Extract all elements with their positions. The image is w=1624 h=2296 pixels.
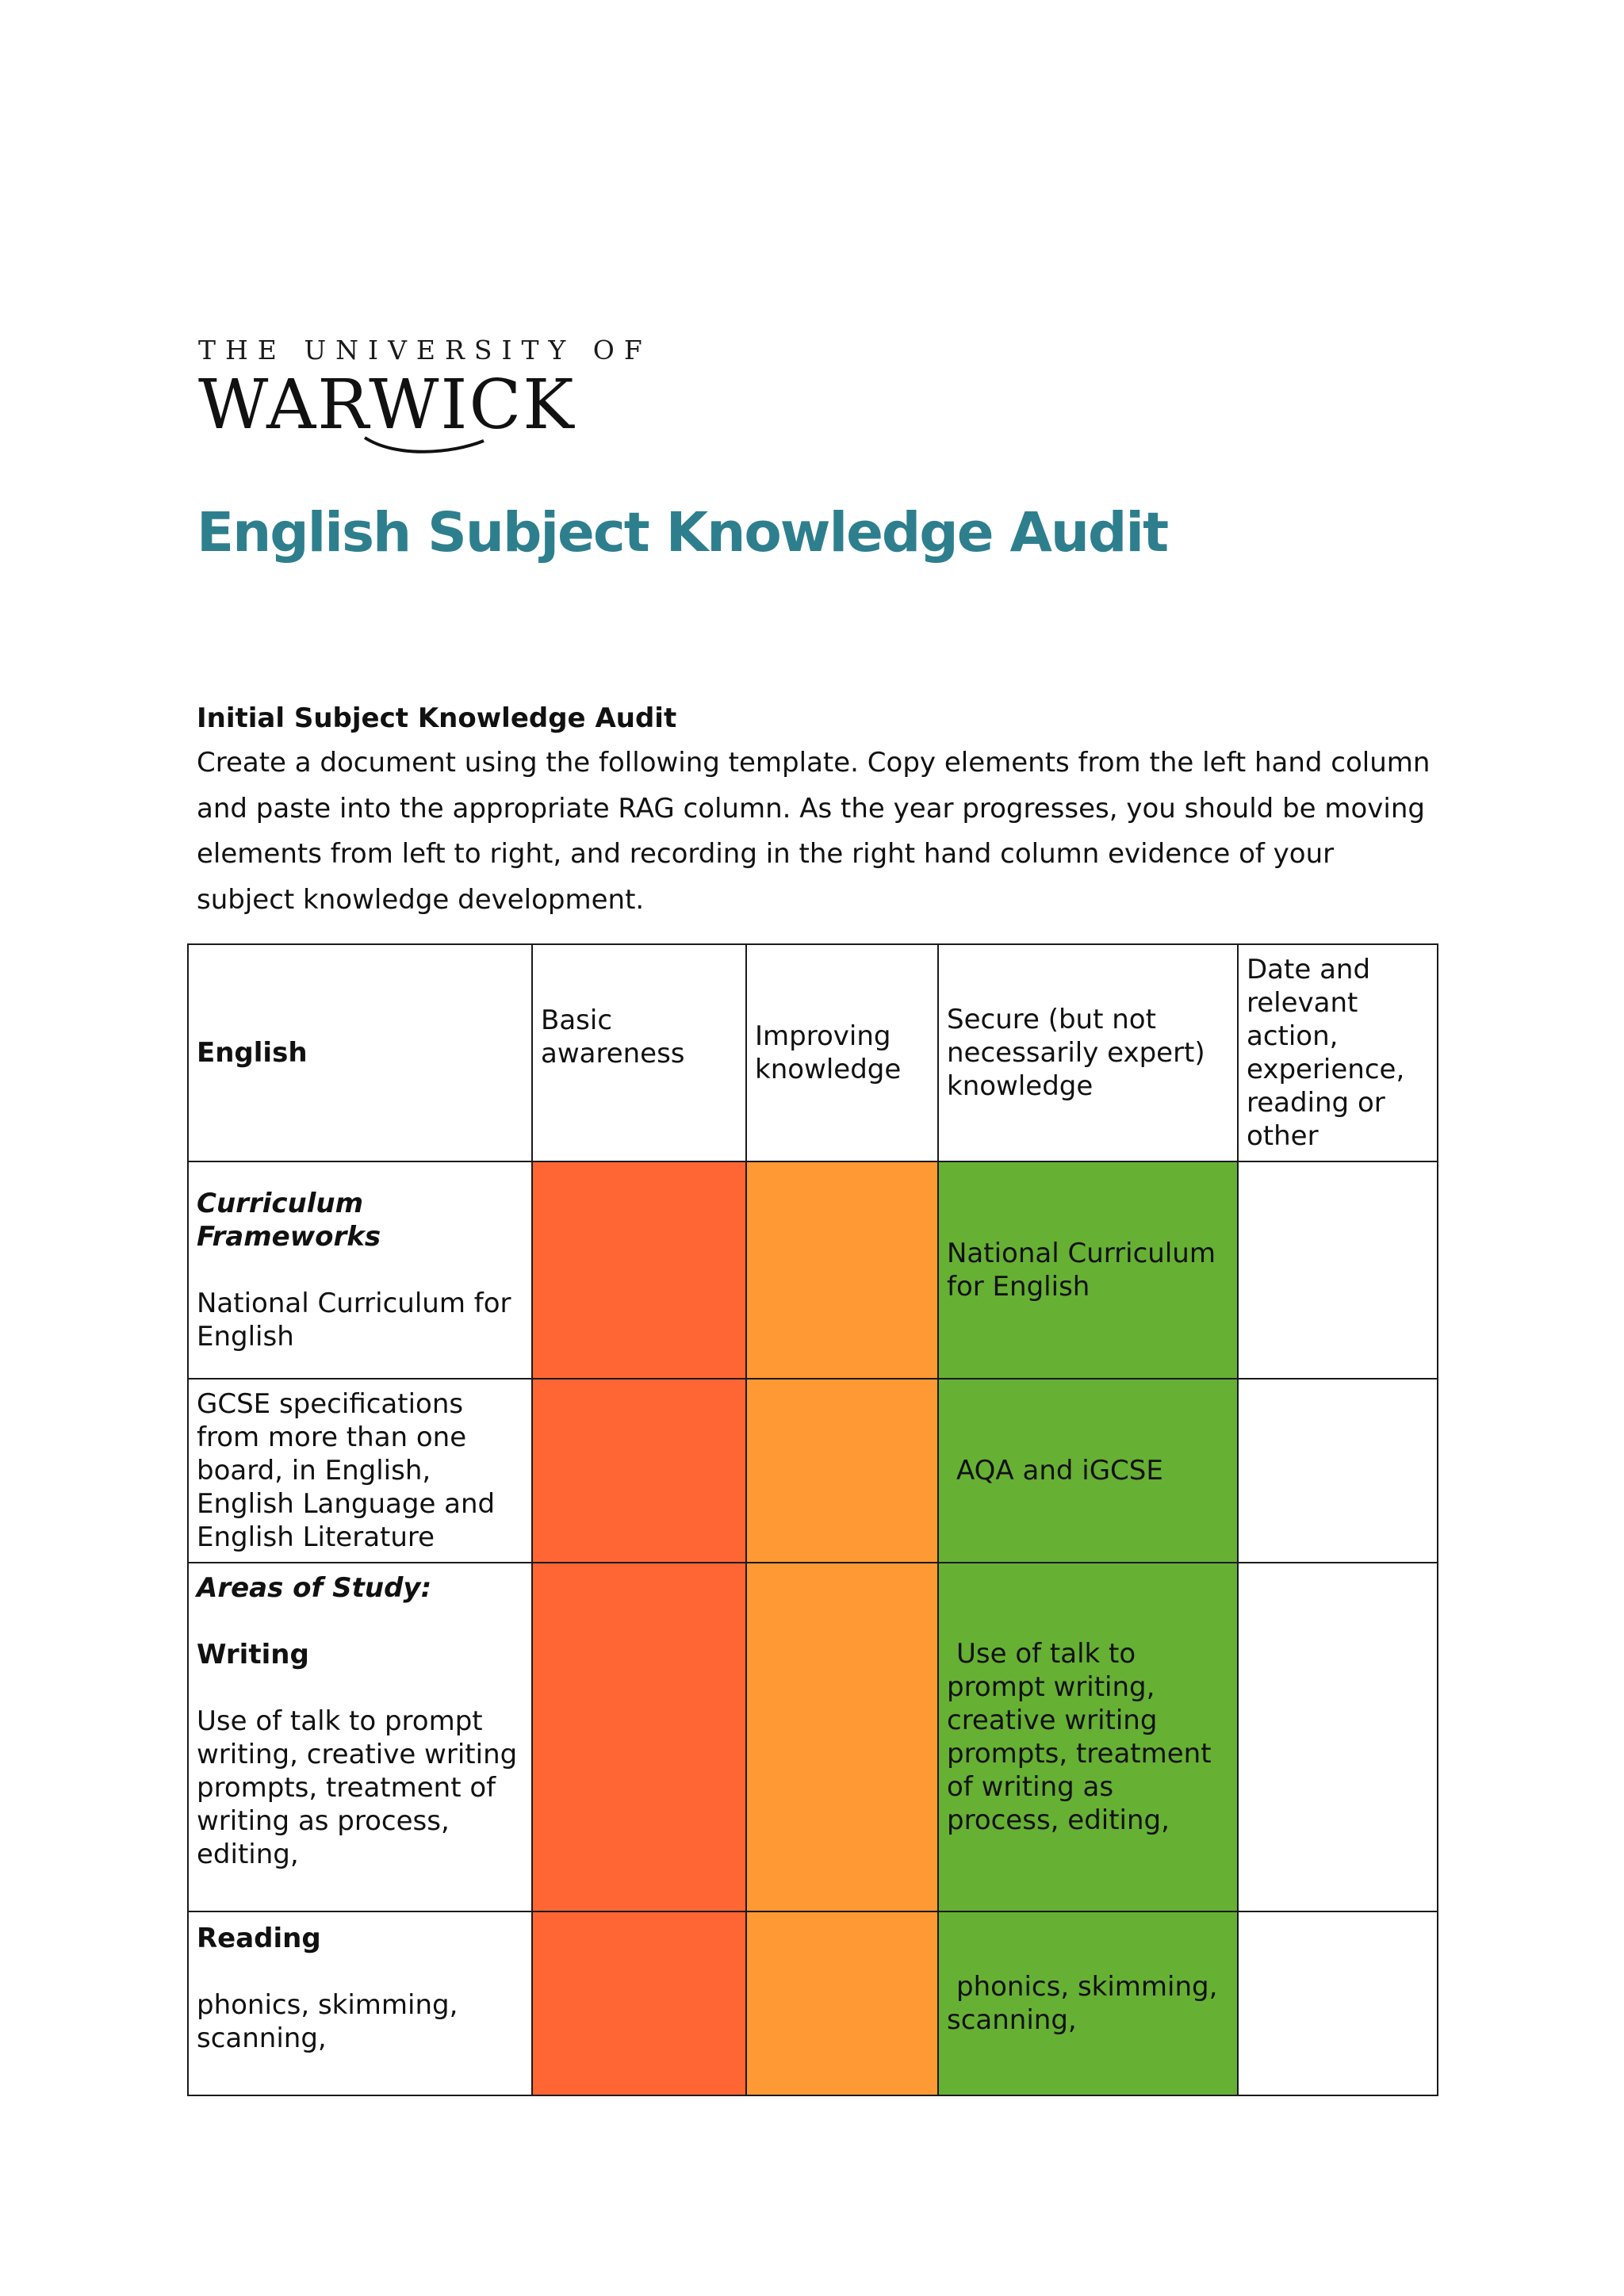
date-action-cell[interactable] xyxy=(1238,1161,1438,1379)
intro-heading: Initial Subject Knowledge Audit xyxy=(197,702,677,734)
section-heading: Curriculum Frameworks xyxy=(197,1188,381,1253)
row-label-cell xyxy=(188,1911,532,2095)
improving-knowledge-cell[interactable] xyxy=(746,1563,938,1911)
header-basic-awareness-label: Basic awareness xyxy=(541,1004,685,1070)
row-label-cell xyxy=(188,1379,532,1563)
intro-section xyxy=(197,696,1434,923)
secure-knowledge-cell[interactable] xyxy=(938,1161,1238,1379)
secure-knowledge-cell[interactable] xyxy=(938,1563,1238,1911)
date-action-cell[interactable] xyxy=(1238,1911,1438,2095)
secure-knowledge-cell[interactable] xyxy=(938,1911,1238,2095)
date-action-cell[interactable] xyxy=(1238,1379,1438,1563)
basic-awareness-cell[interactable] xyxy=(532,1563,746,1911)
table-header-row xyxy=(188,944,1438,1161)
header-date-action: Date and relevant action, experience, reading or other xyxy=(1238,944,1438,1161)
row-item: Use of talk to prompt writing, creative writing prompts, treatment of writing as process, editing, xyxy=(197,1705,518,1870)
basic-awareness-cell[interactable] xyxy=(532,1161,746,1379)
table-row xyxy=(188,1161,1438,1379)
logo-line-2: WARWICK xyxy=(198,365,576,445)
section-heading: Areas of Study: xyxy=(197,1572,432,1604)
header-english: English xyxy=(188,944,532,1161)
improving-knowledge-cell[interactable] xyxy=(746,1161,938,1379)
row-item: GCSE specifications from more than one board, in English, English Language and English Literature xyxy=(197,1388,496,1553)
university-logo xyxy=(198,335,652,458)
table-row xyxy=(188,1379,1438,1563)
basic-awareness-cell[interactable] xyxy=(532,1379,746,1563)
subsection-heading: Writing xyxy=(197,1639,309,1670)
subsection-heading: Reading xyxy=(197,1923,321,1954)
secure-item: National Curriculum for English xyxy=(947,1238,1216,1303)
secure-knowledge-cell[interactable] xyxy=(938,1379,1238,1563)
basic-awareness-cell[interactable] xyxy=(532,1911,746,2095)
page-title: English Subject Knowledge Audit xyxy=(197,501,1168,564)
date-action-cell[interactable] xyxy=(1238,1563,1438,1911)
secure-item: phonics, skimming, scanning, xyxy=(947,1971,1218,2036)
intro-text: Create a document using the following template. Copy elements from the left hand column and paste into the appropriate RAG column. As the year progresses, you should be moving elements from left to right, and recording in the right hand column evidence of your subject knowledge development. xyxy=(197,747,1431,916)
audit-table xyxy=(187,943,1438,2096)
header-secure-knowledge: Secure (but not necessarily expert) knowledge xyxy=(938,944,1238,1161)
secure-item: AQA and iGCSE xyxy=(956,1455,1163,1487)
logo-line-1: THE UNIVERSITY OF xyxy=(198,335,652,365)
row-item: phonics, skimming, scanning, xyxy=(197,1989,458,2054)
header-improving-knowledge: Improving knowledge xyxy=(746,944,938,1161)
row-label-cell xyxy=(188,1563,532,1911)
secure-item: Use of talk to prompt writing, creative writing prompts, treatment of writing as process, editing, xyxy=(947,1638,1212,1836)
improving-knowledge-cell[interactable] xyxy=(746,1379,938,1563)
row-label-cell xyxy=(188,1161,532,1379)
table-row xyxy=(188,1911,1438,2095)
table-row xyxy=(188,1563,1438,1911)
row-item: National Curriculum for English xyxy=(197,1288,511,1353)
header-basic-awareness xyxy=(532,944,746,1161)
improving-knowledge-cell[interactable] xyxy=(746,1911,938,2095)
